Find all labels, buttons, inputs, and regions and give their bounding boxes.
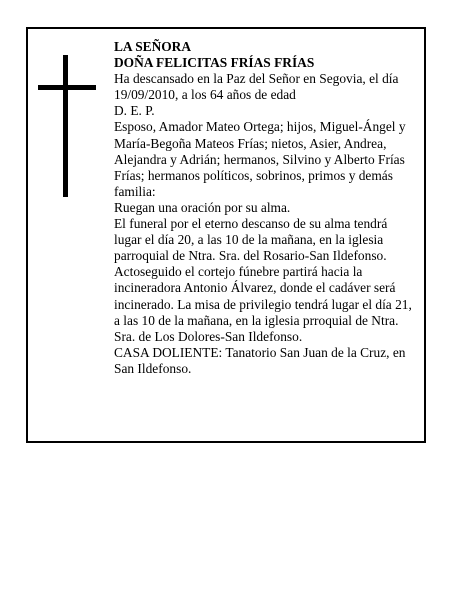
cortege-details: Actoseguido el cortejo fúnebre partirá hacia la incineradora Antonio Álvarez, donde el cadáver será incinerado. La misa de privilegio tendrá lugar el día 21, a las 10 de la mañana, en la iglesia prroquial de Ntra. Sra. de Los Dolores-San Ildefonso. bbox=[114, 264, 412, 344]
cross-vertical-bar bbox=[63, 55, 68, 197]
deceased-name: DOÑA FELICITAS FRÍAS FRÍAS bbox=[114, 55, 315, 71]
notice-title: LA SEÑORA bbox=[114, 39, 192, 54]
funeral-details: El funeral por el eterno descanso de su alma tendrá lugar el día 20, a las 10 de la mañana, en la iglesia parroquial de Ntra. Sra. del Rosario-San Ildefonso. bbox=[114, 216, 388, 264]
obituary-text bbox=[114, 39, 418, 377]
rip-line: D. E. P. bbox=[114, 103, 155, 119]
cross-icon bbox=[38, 55, 96, 197]
family-list: Esposo, Amador Mateo Ortega; hijos, Miguel-Ángel y María-Begoña Mateos Frías; nietos, Asier, Andrea, Alejandra y Adrián; hermanos, Silvino y Alberto Frías Frías; hermanos políticos, sobrinos, primos y demás familia: bbox=[114, 119, 406, 199]
prayer-request: Ruegan una oración por su alma. bbox=[114, 199, 291, 215]
death-announcement: Ha descansado en la Paz del Señor en Segovia, el día 19/09/2010, a los 64 años de edad bbox=[114, 71, 399, 103]
cross-horizontal-bar bbox=[38, 85, 96, 90]
mourning-house: CASA DOLIENTE: Tanatorio San Juan de la Cruz, en San Ildefonso. bbox=[114, 344, 406, 376]
